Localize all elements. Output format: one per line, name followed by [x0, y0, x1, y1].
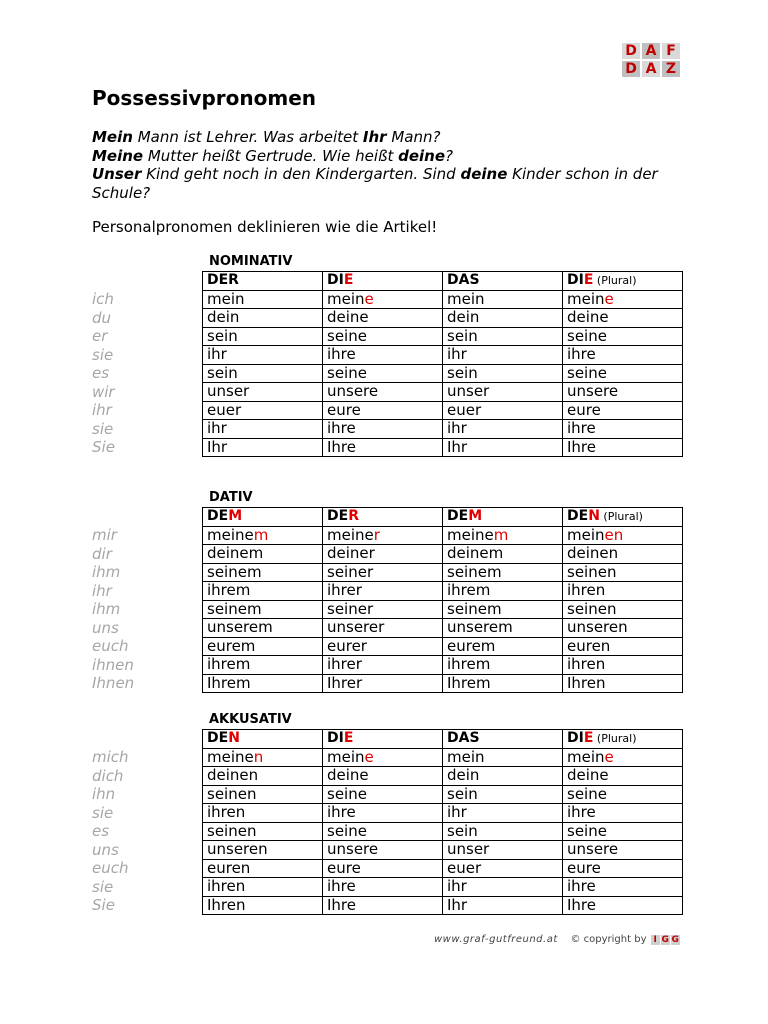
table-cell: seiner — [323, 563, 443, 582]
table-cell: deine — [563, 309, 683, 328]
personal-pronoun: wir — [92, 382, 115, 401]
table-row — [203, 290, 683, 309]
table-cell: Ihre — [563, 896, 683, 915]
table-cell: Ihren — [203, 896, 323, 915]
table-cell: euer — [203, 401, 323, 420]
table-row — [203, 364, 683, 383]
table-row — [203, 878, 683, 897]
table-cell: sein — [443, 822, 563, 841]
table-cell: mein — [443, 290, 563, 309]
table-row — [203, 822, 683, 841]
table-row — [203, 785, 683, 804]
table-cell: meiner — [323, 526, 443, 545]
personal-pronoun: er — [92, 327, 108, 345]
table-cell: ihren — [203, 878, 323, 897]
table-cell: meinem — [203, 526, 323, 545]
personal-pronoun: Ihnen — [92, 674, 135, 692]
table-row — [203, 767, 683, 786]
table-cell: unsere — [323, 383, 443, 402]
table-cell: dein — [203, 309, 323, 328]
table-cell: seinem — [203, 563, 323, 582]
example-sentences — [92, 128, 692, 202]
column-header: DIE (Plural) — [563, 272, 683, 291]
footer — [434, 934, 680, 945]
table-cell: ihr — [203, 346, 323, 365]
column-header: DAS — [443, 272, 563, 291]
table-cell: seine — [323, 822, 443, 841]
table-row — [203, 859, 683, 878]
table-cell: ihrem — [443, 582, 563, 601]
table-cell: ihrem — [203, 656, 323, 675]
column-header: DAS — [443, 730, 563, 749]
table-header-row — [203, 730, 683, 749]
table-row — [203, 563, 683, 582]
column-header: DIE — [323, 272, 443, 291]
declension-table — [202, 507, 683, 693]
footer-copyright: © copyright by — [570, 934, 647, 945]
table-row — [203, 309, 683, 328]
page-title: Possessivpronomen — [92, 86, 317, 110]
table-cell: Ihr — [203, 438, 323, 457]
logo-letter: D — [622, 43, 640, 59]
personal-pronoun: ihr — [92, 581, 112, 600]
personal-pronoun: es — [92, 822, 110, 840]
table-cell: unser — [443, 841, 563, 860]
table-cell: ihr — [443, 878, 563, 897]
table-cell: meine — [563, 290, 683, 309]
table-cell: seiner — [323, 600, 443, 619]
table-cell: ihre — [563, 878, 683, 897]
table-cell: Ihre — [563, 438, 683, 457]
personal-pronoun: du — [92, 308, 112, 327]
table-cell: unseren — [203, 841, 323, 860]
table-row — [203, 656, 683, 675]
column-header: DEN — [203, 730, 323, 749]
table-cell: euer — [443, 401, 563, 420]
table-row — [203, 841, 683, 860]
igg-letter: G — [671, 935, 679, 945]
declension-table — [202, 271, 683, 457]
personal-pronoun: ihn — [92, 785, 116, 803]
table-cell: ihre — [563, 420, 683, 439]
table-cell: unserem — [443, 619, 563, 638]
table-cell: euren — [203, 859, 323, 878]
table-cell: seinen — [563, 563, 683, 582]
logo-letter: D — [622, 61, 640, 77]
section-title: DATIV — [209, 490, 253, 505]
table-cell: seine — [563, 822, 683, 841]
table-cell: sein — [203, 327, 323, 346]
table-cell: Ihr — [443, 438, 563, 457]
table-cell: dein — [443, 309, 563, 328]
personal-pronoun: ihr — [92, 401, 112, 419]
table-cell: mein — [203, 290, 323, 309]
table-cell: seine — [323, 364, 443, 383]
table-row — [203, 526, 683, 545]
table-cell: ihre — [323, 420, 443, 439]
table-cell: ihre — [563, 346, 683, 365]
table-cell: sein — [443, 785, 563, 804]
example-sentence: Meine Mutter heißt Gertrude. Wie heißt deine? — [92, 146, 453, 165]
table-cell: meine — [563, 748, 683, 767]
table-cell: Ihrer — [323, 674, 443, 693]
table-cell: ihrem — [203, 582, 323, 601]
personal-pronoun: ihnen — [92, 655, 134, 674]
table-cell: eure — [323, 859, 443, 878]
logo-letter: Z — [662, 61, 680, 77]
table-row — [203, 804, 683, 823]
column-header: DER — [203, 272, 323, 291]
table-cell: eurer — [323, 637, 443, 656]
table-cell: Ihre — [323, 438, 443, 457]
table-cell: seine — [563, 364, 683, 383]
igg-letter: I — [651, 935, 660, 945]
example-sentence: Unser Kind geht noch in den Kindergarten. Sind deine Kinder schon in der Schule? — [92, 165, 658, 202]
personal-pronoun: ihm — [92, 600, 121, 618]
personal-pronoun: dich — [92, 766, 124, 785]
table-row — [203, 346, 683, 365]
table-row — [203, 619, 683, 638]
logo-letter: F — [662, 43, 680, 59]
table-row — [203, 401, 683, 420]
table-row — [203, 383, 683, 402]
table-cell: deinen — [563, 545, 683, 564]
table-cell: deine — [323, 767, 443, 786]
table-cell: unser — [443, 383, 563, 402]
table-cell: ihre — [563, 804, 683, 823]
table-cell: meinem — [443, 526, 563, 545]
table-cell: meinen — [563, 526, 683, 545]
table-cell: ihr — [203, 420, 323, 439]
table-cell: unsere — [563, 383, 683, 402]
table-cell: unsere — [563, 841, 683, 860]
table-row — [203, 582, 683, 601]
table-cell: deine — [323, 309, 443, 328]
column-header: DER — [323, 508, 443, 527]
igg-logo — [650, 934, 680, 945]
daf-daz-logo — [622, 43, 680, 77]
table-cell: ihr — [443, 346, 563, 365]
table-cell: sein — [203, 364, 323, 383]
table-cell: Ihrem — [443, 674, 563, 693]
example-sentence: Mein Mann ist Lehrer. Was arbeitet Ihr Mann? — [92, 128, 441, 146]
personal-pronoun: Sie — [92, 438, 115, 456]
section-title: AKKUSATIV — [209, 712, 292, 727]
table-cell: ihre — [323, 346, 443, 365]
table-row — [203, 600, 683, 619]
table-cell: unserer — [323, 619, 443, 638]
table-row — [203, 674, 683, 693]
table-cell: ihre — [323, 804, 443, 823]
personal-pronoun: es — [92, 364, 110, 382]
table-cell: eurem — [443, 637, 563, 656]
table-cell: ihren — [563, 582, 683, 601]
table-cell: Ihre — [323, 896, 443, 915]
table-cell: Ihren — [563, 674, 683, 693]
table-cell: ihren — [203, 804, 323, 823]
table-cell: unser — [203, 383, 323, 402]
section-title: NOMINATIV — [209, 254, 293, 269]
table-row — [203, 327, 683, 346]
table-cell: seinen — [203, 822, 323, 841]
table-cell: unserem — [203, 619, 323, 638]
logo-letter: A — [642, 61, 660, 77]
personal-pronoun: Sie — [92, 896, 115, 914]
table-cell: seinen — [203, 785, 323, 804]
personal-pronoun: uns — [92, 840, 119, 859]
column-header: DEM — [443, 508, 563, 527]
personal-pronoun: dir — [92, 544, 112, 563]
table-row — [203, 438, 683, 457]
table-cell: deiner — [323, 545, 443, 564]
personal-pronoun: sie — [92, 419, 114, 438]
table-row — [203, 748, 683, 767]
personal-pronoun: mich — [92, 748, 129, 766]
table-cell: seine — [323, 785, 443, 804]
table-cell: ihr — [443, 804, 563, 823]
table-cell: meine — [323, 748, 443, 767]
column-header: DEM — [203, 508, 323, 527]
table-header-row — [203, 508, 683, 527]
table-cell: mein — [443, 748, 563, 767]
personal-pronoun: ihm — [92, 563, 121, 581]
personal-pronoun: uns — [92, 618, 119, 637]
table-cell: sein — [443, 327, 563, 346]
personal-pronoun: euch — [92, 859, 129, 877]
footer-url: www.graf-gutfreund.at — [434, 934, 558, 945]
personal-pronoun: sie — [92, 345, 114, 364]
table-cell: seine — [563, 327, 683, 346]
note-text: Personalpronomen deklinieren wie die Artikel! — [92, 218, 438, 236]
table-row — [203, 637, 683, 656]
table-cell: deinem — [203, 545, 323, 564]
table-cell: meinen — [203, 748, 323, 767]
table-cell: ihren — [563, 656, 683, 675]
table-row — [203, 545, 683, 564]
table-cell: ihrem — [443, 656, 563, 675]
table-cell: ihr — [443, 420, 563, 439]
table-cell: sein — [443, 364, 563, 383]
column-header: DIE — [323, 730, 443, 749]
declension-table — [202, 729, 683, 915]
table-cell: seinem — [443, 563, 563, 582]
table-cell: seine — [323, 327, 443, 346]
personal-pronoun: mir — [92, 526, 117, 544]
table-cell: deinen — [203, 767, 323, 786]
column-header: DEN (Plural) — [563, 508, 683, 527]
table-cell: deinem — [443, 545, 563, 564]
table-cell: Ihr — [443, 896, 563, 915]
table-cell: euren — [563, 637, 683, 656]
table-cell: eurem — [203, 637, 323, 656]
table-cell: meine — [323, 290, 443, 309]
table-row — [203, 896, 683, 915]
table-cell: eure — [563, 859, 683, 878]
igg-letter: G — [661, 935, 669, 945]
personal-pronoun: sie — [92, 803, 114, 822]
table-cell: eure — [563, 401, 683, 420]
table-header-row — [203, 272, 683, 291]
table-cell: euer — [443, 859, 563, 878]
table-cell: ihrer — [323, 582, 443, 601]
column-header: DIE (Plural) — [563, 730, 683, 749]
table-cell: ihre — [323, 878, 443, 897]
table-cell: unseren — [563, 619, 683, 638]
table-cell: unsere — [323, 841, 443, 860]
personal-pronoun: sie — [92, 877, 114, 896]
logo-letter: A — [642, 43, 660, 59]
personal-pronoun: ich — [92, 290, 114, 308]
table-cell: seine — [563, 785, 683, 804]
table-cell: seinem — [443, 600, 563, 619]
table-cell: dein — [443, 767, 563, 786]
table-cell: Ihrem — [203, 674, 323, 693]
table-cell: seinen — [563, 600, 683, 619]
table-row — [203, 420, 683, 439]
table-cell: eure — [323, 401, 443, 420]
table-cell: deine — [563, 767, 683, 786]
table-cell: ihrer — [323, 656, 443, 675]
personal-pronoun: euch — [92, 637, 129, 655]
table-cell: seinem — [203, 600, 323, 619]
